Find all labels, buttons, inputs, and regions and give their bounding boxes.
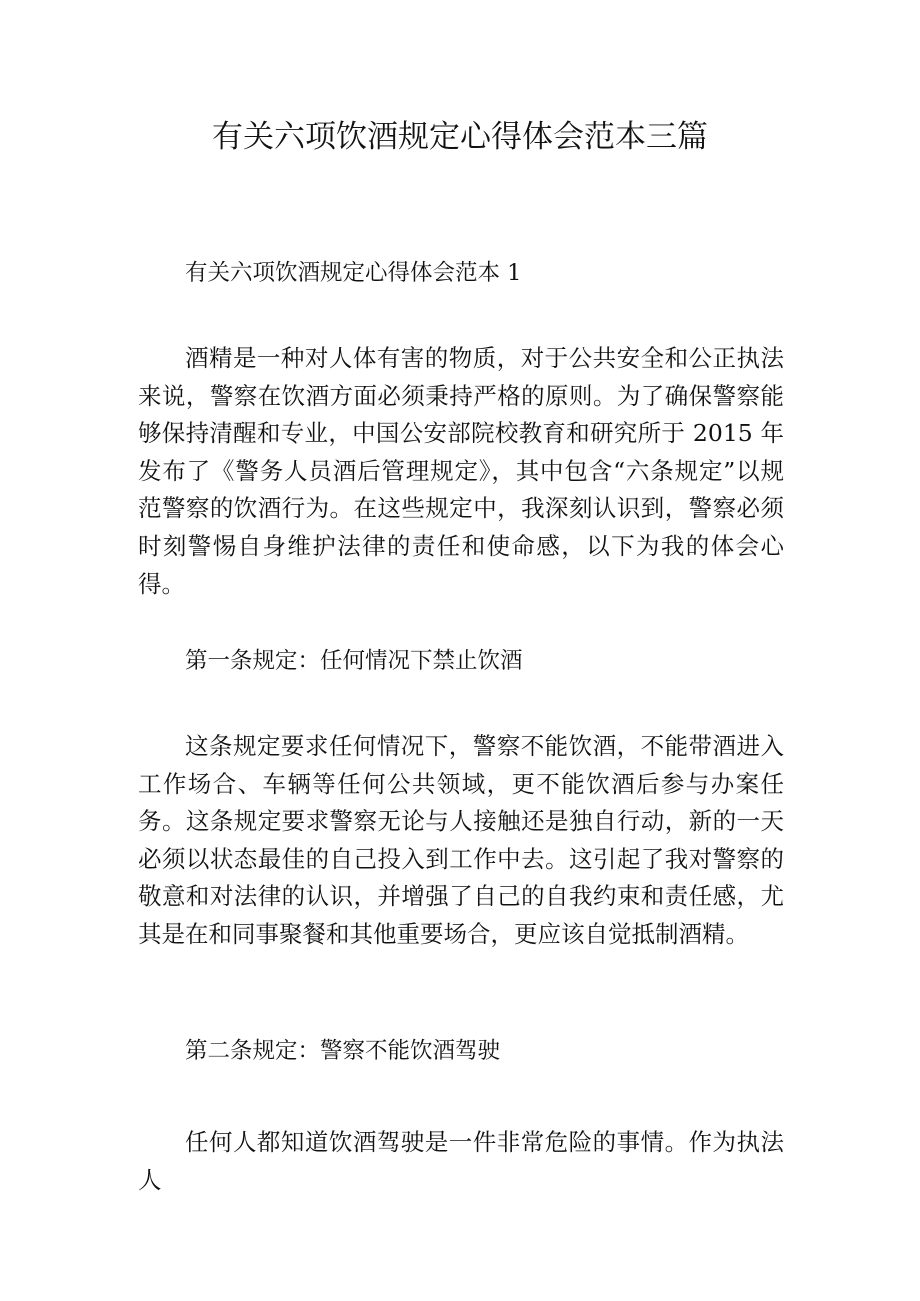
body-paragraph: 这条规定要求任何情况下，警察不能饮酒，不能带酒进入工作场合、车辆等任何公共领域，更不能饮酒后参与办案任务。这条规定要求警察无论与人接触还是独自行动，新的一天必须以状态最佳的自己投入到工作中去。这引起了我对警察的敬意和对法律的认识，并增强了自己的自我约束和责任感，尤其是在和同事聚餐和其他重要场合，更应该自觉抵制酒精。 bbox=[138, 732, 784, 948]
section-heading: 有关六项饮酒规定心得体会范本 1 bbox=[185, 260, 522, 286]
rule-heading: 第一条规定：任何情况下禁止饮酒 bbox=[185, 648, 523, 674]
body-paragraph: 酒精是一种对人体有害的物质，对于公共安全和公正执法来说，警察在饮酒方面必须秉持严格的原则。为了确保警察能够保持清醒和专业，中国公安部院校教育和研究所于 2015 年发布了《警务人员酒后管理规定》，其中包含“六条规定”以规范警察的饮酒行为。在这些规定中，我深刻认识到，警察必须时刻警惕自身维护法律的责任和使命感，以下为我的体会心得。 bbox=[138, 344, 784, 598]
rule-heading: 第二条规定：警察不能饮酒驾驶 bbox=[185, 1038, 501, 1064]
document-title: 有关六项饮酒规定心得体会范本三篇 bbox=[212, 119, 708, 155]
body-paragraph: 任何人都知道饮酒驾驶是一件非常危险的事情。作为执法人 bbox=[138, 1128, 784, 1194]
